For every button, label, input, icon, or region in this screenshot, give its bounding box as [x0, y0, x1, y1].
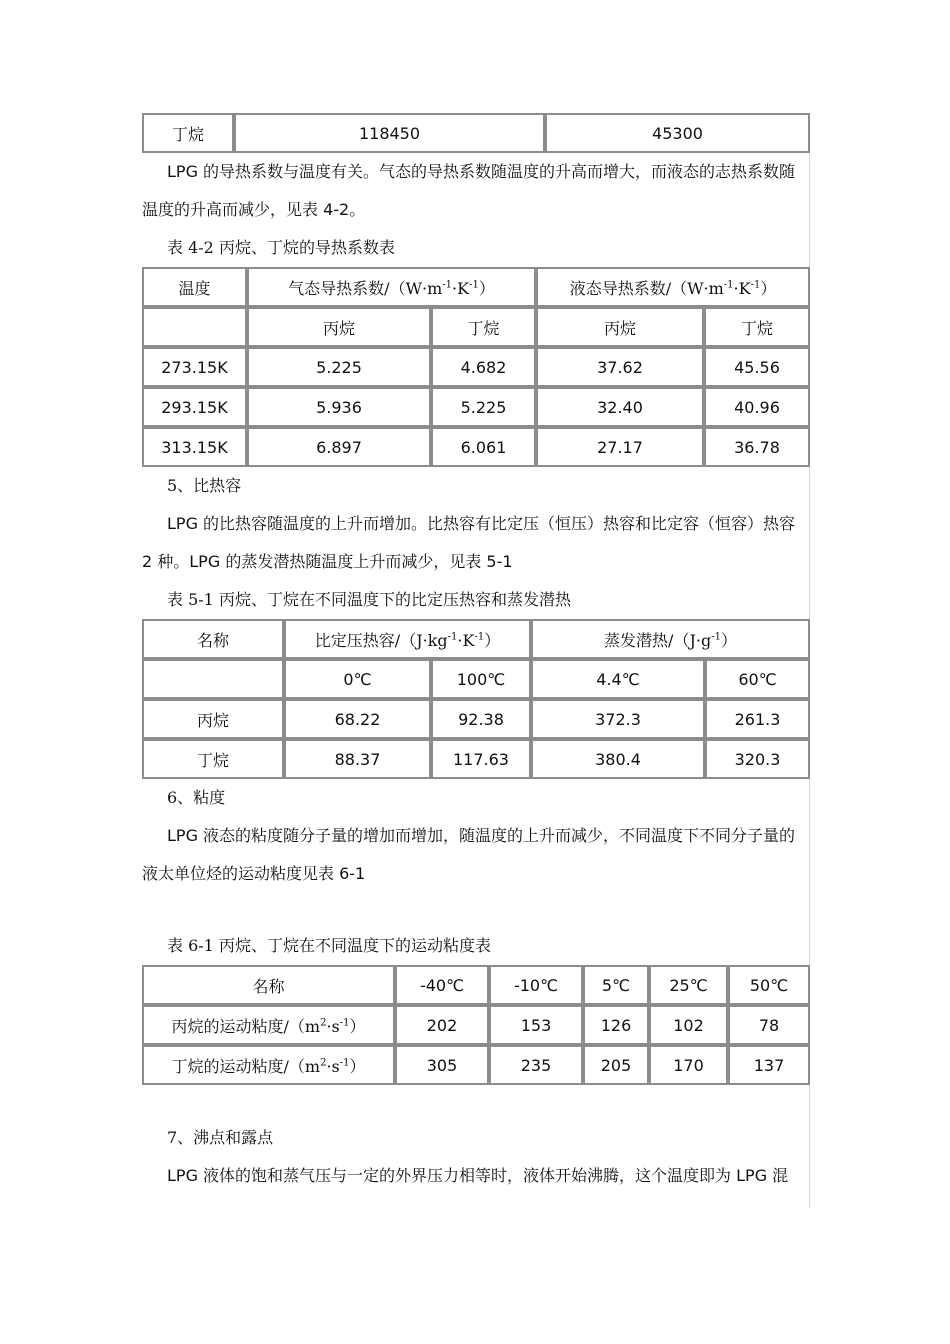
- table-row: [142, 387, 810, 427]
- header-cell-liquid-conductivity: 液态导热系数$/(W\cdot m^{-1}\cdot K^{-1})$: [536, 267, 810, 307]
- table-cell: 117.63: [431, 739, 531, 779]
- table-row: [142, 1005, 810, 1045]
- table-cell: 4.682: [431, 347, 536, 387]
- header-cell-temperature: 温度: [142, 267, 247, 307]
- table-cell: 丙烷: [247, 307, 431, 347]
- caption-table-6-1: 表 6-1 丙烷、丁烷在不同温度下的运动粘度表: [167, 936, 491, 955]
- table-cell: 126: [583, 1005, 649, 1045]
- table-cell: 32.40: [536, 387, 704, 427]
- table-cell: 68.22: [284, 699, 431, 739]
- table-cell: 36.78: [704, 427, 810, 467]
- table-cell: 313.15K: [142, 427, 247, 467]
- table-cell: 320.3: [705, 739, 810, 779]
- header-cell-name: 名称: [142, 965, 395, 1005]
- table-cell: 102: [649, 1005, 728, 1045]
- table-header-row: [142, 619, 810, 659]
- table-cell: 100℃: [431, 659, 531, 699]
- table-cell: 60℃: [705, 659, 810, 699]
- table-cell: 88.37: [284, 739, 431, 779]
- header-cell-temp: 25℃: [649, 965, 728, 1005]
- table-header-row: [142, 965, 810, 1005]
- table-cell: 0℃: [284, 659, 431, 699]
- table-5-1: [142, 619, 810, 779]
- table-6-1: [142, 965, 810, 1085]
- table-cell: 4.4℃: [531, 659, 705, 699]
- table-row: [142, 739, 810, 779]
- paragraph-viscosity: LPG 液态的粘度随分子量的增加而增加，随温度的上升而减少，不同温度下不同分子量的液太单位烃的运动粘度见表 6-1: [142, 826, 796, 883]
- table-cell: 78: [728, 1005, 810, 1045]
- caption-table-4-2: 表 4-2 丙烷、丁烷的导热系数表: [167, 238, 395, 257]
- table-cell: 丙烷: [536, 307, 704, 347]
- paragraph-boiling-point: LPG 液体的饱和蒸气压与一定的外界压力相等时，液体开始沸腾，这个温度即为 LPG 混: [167, 1166, 789, 1185]
- paragraph-thermal-conductivity: LPG 的导热系数与温度有关。气态的导热系数随温度的升高而增大，而液态的志热系数随温度的升高而减少，见表 4-2。: [142, 162, 796, 219]
- header-cell-temp: -40℃: [395, 965, 489, 1005]
- section-heading-5: 5、比热容: [167, 476, 242, 495]
- table-cell: 45300: [545, 113, 810, 153]
- table-cell: 5.225: [247, 347, 431, 387]
- table-cell: 5.936: [247, 387, 431, 427]
- header-cell-name: 名称: [142, 619, 284, 659]
- header-cell-temp: 50℃: [728, 965, 810, 1005]
- table-cell: 6.061: [431, 427, 536, 467]
- table-header-row: [142, 267, 810, 307]
- header-cell-specific-heat: 比定压热容$/(J\cdot kg^{-1}\cdot K^{-1})$: [284, 619, 531, 659]
- table-cell: [142, 659, 284, 699]
- table-row: [142, 1045, 810, 1085]
- table-cell: 137: [728, 1045, 810, 1085]
- table-cell: 丁烷: [142, 739, 284, 779]
- table-cell: [142, 307, 247, 347]
- table-cell: 170: [649, 1045, 728, 1085]
- section-heading-7: 7、沸点和露点: [167, 1128, 274, 1147]
- table-cell: 202: [395, 1005, 489, 1045]
- document-body: [142, 113, 810, 1195]
- caption-table-5-1: 表 5-1 丙烷、丁烷在不同温度下的比定压热容和蒸发潜热: [167, 590, 571, 609]
- table-cell: 45.56: [704, 347, 810, 387]
- table-row: [142, 347, 810, 387]
- table-cell: 92.38: [431, 699, 531, 739]
- table-cell: 261.3: [705, 699, 810, 739]
- table-cell: 丁烷: [431, 307, 536, 347]
- table-cell: 235: [489, 1045, 583, 1085]
- table-cell: 40.96: [704, 387, 810, 427]
- table-cell: 37.62: [536, 347, 704, 387]
- table-cell: 丁烷: [704, 307, 810, 347]
- table-row: [142, 427, 810, 467]
- table-cell: 205: [583, 1045, 649, 1085]
- row-label-propane-viscosity: 丙烷的运动粘度$/(m^2\cdot s^{-1})$: [142, 1005, 395, 1045]
- table-cell: 372.3: [531, 699, 705, 739]
- table-row: [142, 699, 810, 739]
- section-heading-6: 6、粘度: [167, 788, 226, 807]
- header-cell-gas-conductivity: 气态导热系数$/(W\cdot m^{-1}\cdot K^{-1})$: [247, 267, 536, 307]
- table-cell: 273.15K: [142, 347, 247, 387]
- table-cell: 丙烷: [142, 699, 284, 739]
- table-cell: 5.225: [431, 387, 536, 427]
- table-cell: 27.17: [536, 427, 704, 467]
- continuation-table: [142, 113, 810, 153]
- table-subheader-row: [142, 659, 810, 699]
- row-label-butane-viscosity: 丁烷的运动粘度$/(m^2\cdot s^{-1})$: [142, 1045, 395, 1085]
- header-cell-temp: 5℃: [583, 965, 649, 1005]
- table-cell: 丁烷: [142, 113, 234, 153]
- table-cell: 118450: [234, 113, 545, 153]
- table-row: [142, 113, 810, 153]
- table-subheader-row: [142, 307, 810, 347]
- paragraph-specific-heat: LPG 的比热容随温度的上升而增加。比热容有比定压（恒压）热容和比定容（恒容）热容 2 种。LPG 的蒸发潜热随温度上升而减少，见表 5-1: [142, 514, 796, 571]
- table-cell: 293.15K: [142, 387, 247, 427]
- table-cell: 153: [489, 1005, 583, 1045]
- table-4-2: [142, 267, 810, 467]
- table-cell: 305: [395, 1045, 489, 1085]
- header-cell-temp: -10℃: [489, 965, 583, 1005]
- header-cell-latent-heat: 蒸发潜热$/(J\cdot g^{-1})$: [531, 619, 810, 659]
- table-cell: 380.4: [531, 739, 705, 779]
- table-cell: 6.897: [247, 427, 431, 467]
